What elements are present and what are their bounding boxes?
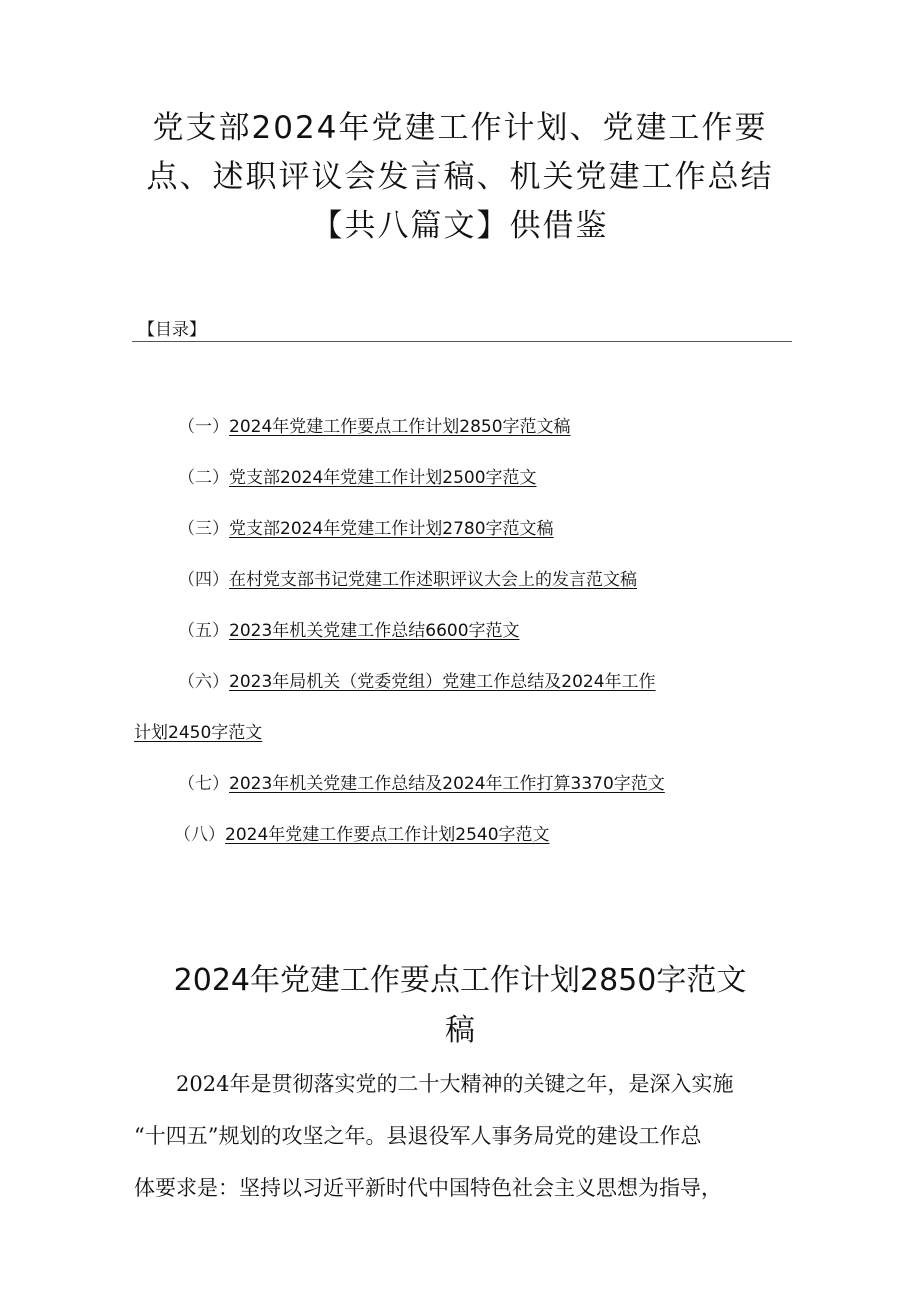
body-line-2: “十四五”规划的攻坚之年。县退役军人事务局党的建设工作总 [134, 1124, 702, 1148]
toc-entry-link[interactable]: 2023年局机关（党委党组）党建工作总结及2024年工作 [229, 672, 656, 692]
toc-entry-3[interactable] [178, 518, 554, 540]
title-line-3: 【共八篇文】供借鉴 [311, 208, 609, 244]
toc-entry-number: （四） [178, 570, 229, 590]
toc-label: 【目录】 [138, 320, 206, 340]
toc-entry-number: （八） [174, 825, 225, 845]
toc-entry-4[interactable] [178, 569, 637, 591]
toc-entry-7[interactable] [178, 773, 665, 795]
toc-entry-link[interactable]: 在村党支部书记党建工作述职评议大会上的发言范文稿 [229, 570, 637, 590]
toc-entry-number: （一） [178, 417, 229, 437]
body-line-1: 2024年是贯彻落实党的二十大精神的关键之年，是深入实施 [134, 1072, 734, 1096]
toc-entry-1[interactable] [178, 416, 571, 438]
section-title [120, 956, 800, 1056]
toc-entry-6[interactable] [178, 671, 656, 693]
toc-entry-6-continuation[interactable] [134, 722, 262, 744]
title-line-2: 点、述职评议会发言稿、机关党建工作总结 [146, 159, 774, 195]
section-title-line-1: 2024年党建工作要点工作计划2850字范文 [173, 963, 747, 998]
toc-entry-link[interactable]: 党支部2024年党建工作计划2780字范文稿 [229, 519, 554, 539]
toc-entry-5[interactable] [178, 620, 520, 642]
toc-entry-link[interactable]: 党支部2024年党建工作计划2500字范文 [229, 468, 537, 488]
toc-entry-number: （二） [178, 468, 229, 488]
toc-entry-link[interactable]: 2023年机关党建工作总结及2024年工作打算3370字范文 [229, 774, 665, 794]
toc-entry-link[interactable]: 2024年党建工作要点工作计划2540字范文 [225, 825, 550, 845]
document-title [120, 104, 800, 251]
title-line-1: 党支部2024年党建工作计划、党建工作要 [152, 110, 768, 146]
toc-divider [132, 341, 792, 342]
toc-entry-link-continuation[interactable]: 计划2450字范文 [134, 723, 263, 743]
toc-entry-number: （七） [178, 774, 229, 794]
toc-entry-number: （五） [178, 621, 229, 641]
section-title-line-2: 稿 [445, 1013, 475, 1048]
body-line-3: 体要求是：坚持以习近平新时代中国特色社会主义思想为指导， [134, 1176, 722, 1200]
toc-entry-number: （六） [178, 672, 229, 692]
toc-entry-link[interactable]: 2024年党建工作要点工作计划2850字范文稿 [229, 417, 571, 437]
body-paragraph [134, 1058, 794, 1214]
toc-entry-number: （三） [178, 519, 229, 539]
toc-entry-link[interactable]: 2023年机关党建工作总结6600字范文 [229, 621, 520, 641]
toc-entry-2[interactable] [178, 467, 537, 489]
toc-entry-8[interactable] [174, 824, 550, 846]
